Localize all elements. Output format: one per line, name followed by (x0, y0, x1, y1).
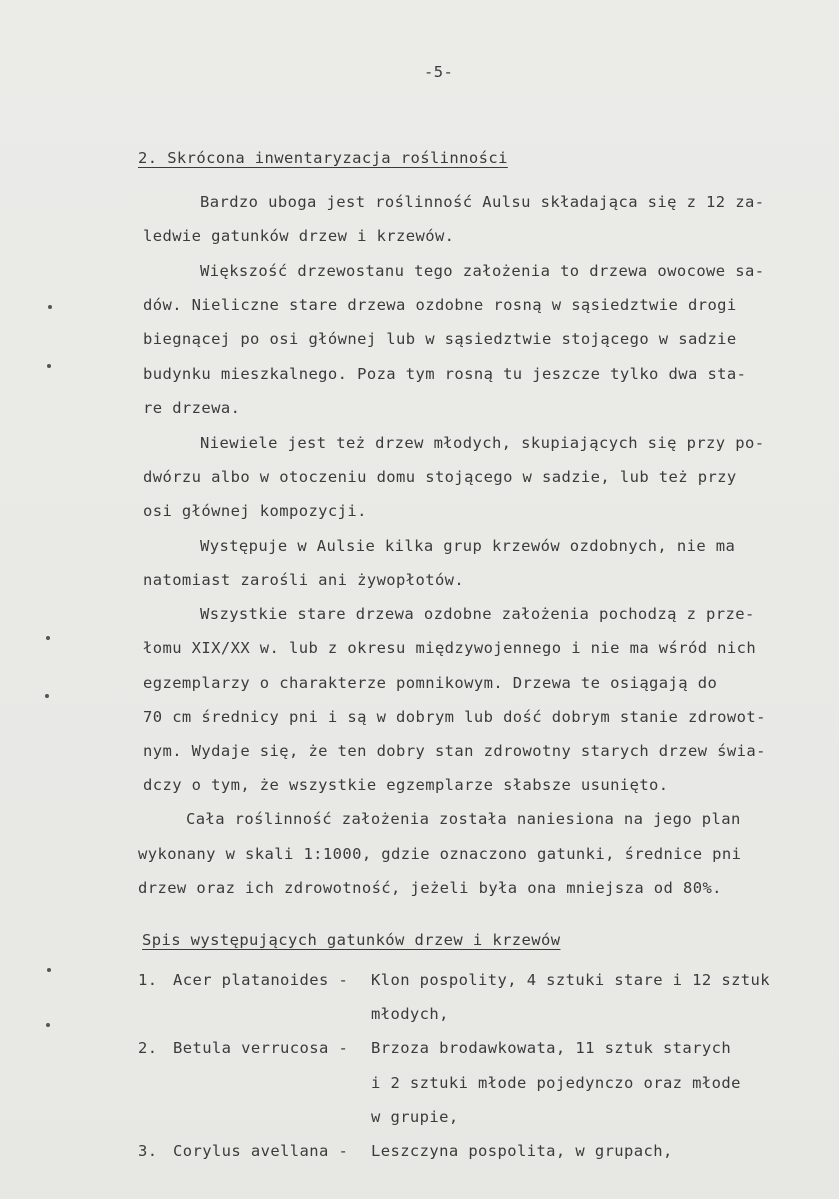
paragraph-line: Wszystkie stare drzewa ozdobne założenia pochodzą z prze- (200, 605, 755, 623)
species-number: 1. (138, 971, 158, 989)
section-heading: 2. Skrócona inwentaryzacja roślinności (138, 149, 508, 167)
paragraph-line: dczy o tym, że wszystkie egzemplarze słabsze usunięto. (143, 776, 669, 794)
species-latin-name: Betula verrucosa - (173, 1039, 349, 1057)
paragraph-line: łomu XIX/XX w. lub z okresu międzywojennego i nie ma wśród nich (143, 639, 757, 657)
paragraph-line: dwórzu albo w otoczeniu domu stojącego w sadzie, lub też przy (143, 468, 737, 486)
margin-speck (46, 1023, 50, 1027)
paragraph-line: biegnącej po osi głównej lub w sąsiedztwie stojącego w sadzie (143, 330, 737, 348)
species-description: Brzoza brodawkowata, 11 sztuk starych (371, 1039, 732, 1057)
paragraph-line: dów. Nieliczne stare drzewa ozdobne rosną w sąsiedztwie drogi (143, 296, 737, 314)
paragraph-line: Większość drzewostanu tego założenia to drzewa owocowe sa- (200, 262, 765, 280)
paragraph-line: budynku mieszkalnego. Poza tym rosną tu jeszcze tylko dwa sta- (143, 365, 747, 383)
paragraph-line: Cała roślinność założenia została naniesiona na jego plan (186, 810, 741, 828)
margin-speck (45, 694, 49, 698)
paragraph-line: Bardzo uboga jest roślinność Aulsu składająca się z 12 za- (200, 193, 765, 211)
paragraph-line: egzemplarzy o charakterze pomnikowym. Drzewa te osiągają do (143, 674, 718, 692)
paragraph-line: 70 cm średnicy pni i są w dobrym lub dość dobrym stanie zdrowot- (143, 708, 766, 726)
paragraph-line: Niewiele jest też drzew młodych, skupiających się przy po- (200, 434, 765, 452)
paragraph-line: drzew oraz ich zdrowotność, jeżeli była ona mniejsza od 80%. (138, 879, 722, 897)
species-number: 2. (138, 1039, 158, 1057)
species-description: Leszczyna pospolita, w grupach, (371, 1142, 673, 1160)
species-description: i 2 sztuki młode pojedynczo oraz młode (371, 1074, 741, 1092)
paragraph-line: nym. Wydaje się, że ten dobry stan zdrowotny starych drzew świa- (143, 742, 766, 760)
paragraph-line: osi głównej kompozycji. (143, 502, 367, 520)
species-latin-name: Acer platanoides - (173, 971, 349, 989)
margin-speck (47, 968, 51, 972)
margin-speck (48, 305, 52, 309)
paragraph-line: Występuje w Aulsie kilka grup krzewów ozdobnych, nie ma (200, 537, 736, 555)
paragraph-line: wykonany w skali 1:1000, gdzie oznaczono gatunki, średnice pni (138, 845, 742, 863)
species-number: 3. (138, 1142, 158, 1160)
paragraph-line: re drzewa. (143, 399, 241, 417)
margin-speck (47, 364, 51, 368)
page-number: -5- (424, 63, 454, 81)
paragraph-line: ledwie gatunków drzew i krzewów. (143, 227, 455, 245)
species-description: Klon pospolity, 4 sztuki stare i 12 sztuk (371, 971, 771, 989)
margin-speck (46, 636, 50, 640)
species-latin-name: Corylus avellana - (173, 1142, 349, 1160)
species-description: w grupie, (371, 1108, 459, 1126)
list-heading: Spis występujących gatunków drzew i krzewów (142, 931, 561, 949)
paragraph-line: natomiast zarośli ani żywopłotów. (143, 571, 465, 589)
species-description: młodych, (371, 1005, 449, 1023)
